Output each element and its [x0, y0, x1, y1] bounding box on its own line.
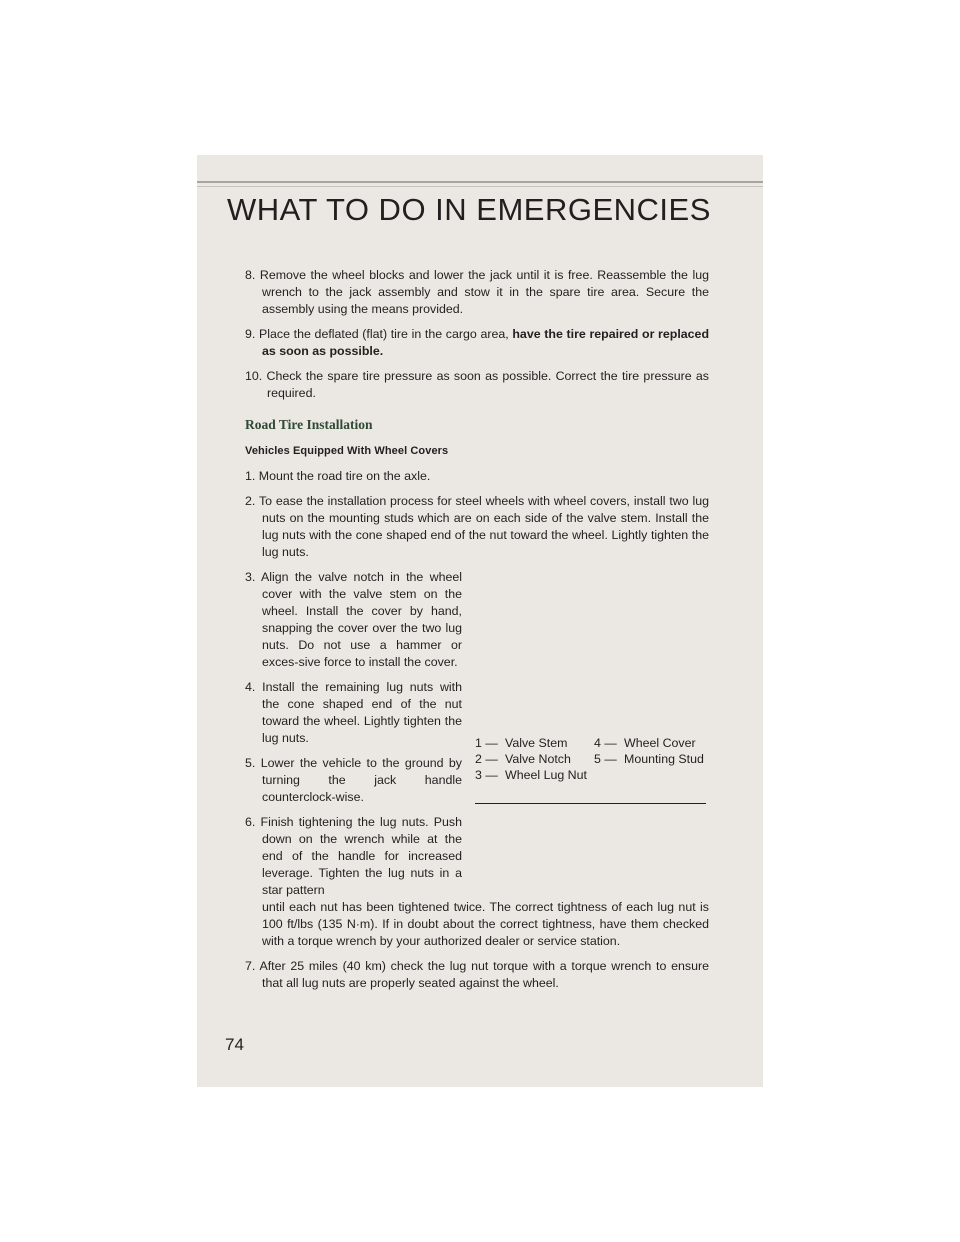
legend-entry: 5 — Mounting Stud: [594, 752, 704, 766]
legend-column-left: [475, 735, 593, 783]
wheel-cover-figure: [474, 569, 706, 817]
step-8: 8. Remove the wheel blocks and lower the jack until it is free. Reassemble the lug wrench to the jack assembly and stow it in the spare tire area. Secure the assembly using the means provided.: [245, 268, 709, 316]
figure-illustration-area: [474, 569, 706, 729]
header-rule-top: [197, 181, 763, 183]
legend-rule: [475, 803, 706, 804]
narrow-column: [245, 569, 462, 899]
page-number: 74: [225, 1035, 244, 1054]
sub-heading: Vehicles Equipped With Wheel Covers: [245, 445, 449, 457]
manual-page: [197, 155, 763, 1087]
step-1: 1. Mount the road tire on the axle.: [245, 469, 431, 483]
figure-and-steps: [245, 569, 709, 899]
step-5: 5. Lower the vehicle to the ground by turning the jack handle counterclock-wise.: [245, 756, 462, 804]
step-3: 3. Align the valve notch in the wheel cover with the valve stem on the wheel. Install the cover by hand, snapping the cover over the two lug nuts. Do not use a hammer or exces-sive force to install the cover.: [245, 570, 462, 669]
step-6-part-1: 6. Finish tightening the lug nuts. Push down on the wrench while at the end of the handle for increased leverage. Tighten the lug nuts in a star pattern: [245, 815, 462, 897]
legend-column-right: [594, 735, 705, 767]
step-9-bold: have the tire repaired or replaced as soon as possible.: [262, 327, 710, 358]
page-content: [245, 267, 709, 1000]
step-7: 7. After 25 miles (40 km) check the lug nut torque with a torque wrench to ensure that all lug nuts are properly seated against the wheel.: [245, 959, 710, 990]
legend-entry: 3 — Wheel Lug Nut: [475, 768, 587, 782]
step-10: 10. Check the spare tire pressure as soon as possible. Correct the tire pressure as required.: [245, 369, 709, 400]
legend-entry: 2 — Valve Notch: [475, 752, 571, 766]
section-heading: Road Tire Installation: [245, 417, 373, 432]
header-rule-bottom: [197, 186, 763, 187]
step-9: 9. Place the deflated (flat) tire in the cargo area, have the tire repaired or replaced as soon as possible.: [245, 327, 710, 358]
step-6-part-2: until each nut has been tightened twice. The correct tightness of each lug nut is 100 ft/lbs (135 N·m). If in doubt about the correct tightness, have them checked with a torque wrench by your authorized dealer or service station.: [262, 900, 709, 948]
step-2: 2. To ease the installation process for steel wheels with wheel covers, install two lug nuts on the mounting studs which are on each side of the valve stem. Install the lug nuts with the cone shaped end of the nut toward the wheel. Lightly tighten the lug nuts.: [245, 494, 709, 559]
legend-entry: 4 — Wheel Cover: [594, 736, 696, 750]
page-header-title: WHAT TO DO IN EMERGENCIES: [227, 192, 711, 227]
legend-entry: 1 — Valve Stem: [475, 736, 568, 750]
step-4: 4. Install the remaining lug nuts with the cone shaped end of the nut toward the wheel. Lightly tighten the lug nuts.: [245, 680, 462, 745]
step-6-continued: [245, 899, 709, 950]
